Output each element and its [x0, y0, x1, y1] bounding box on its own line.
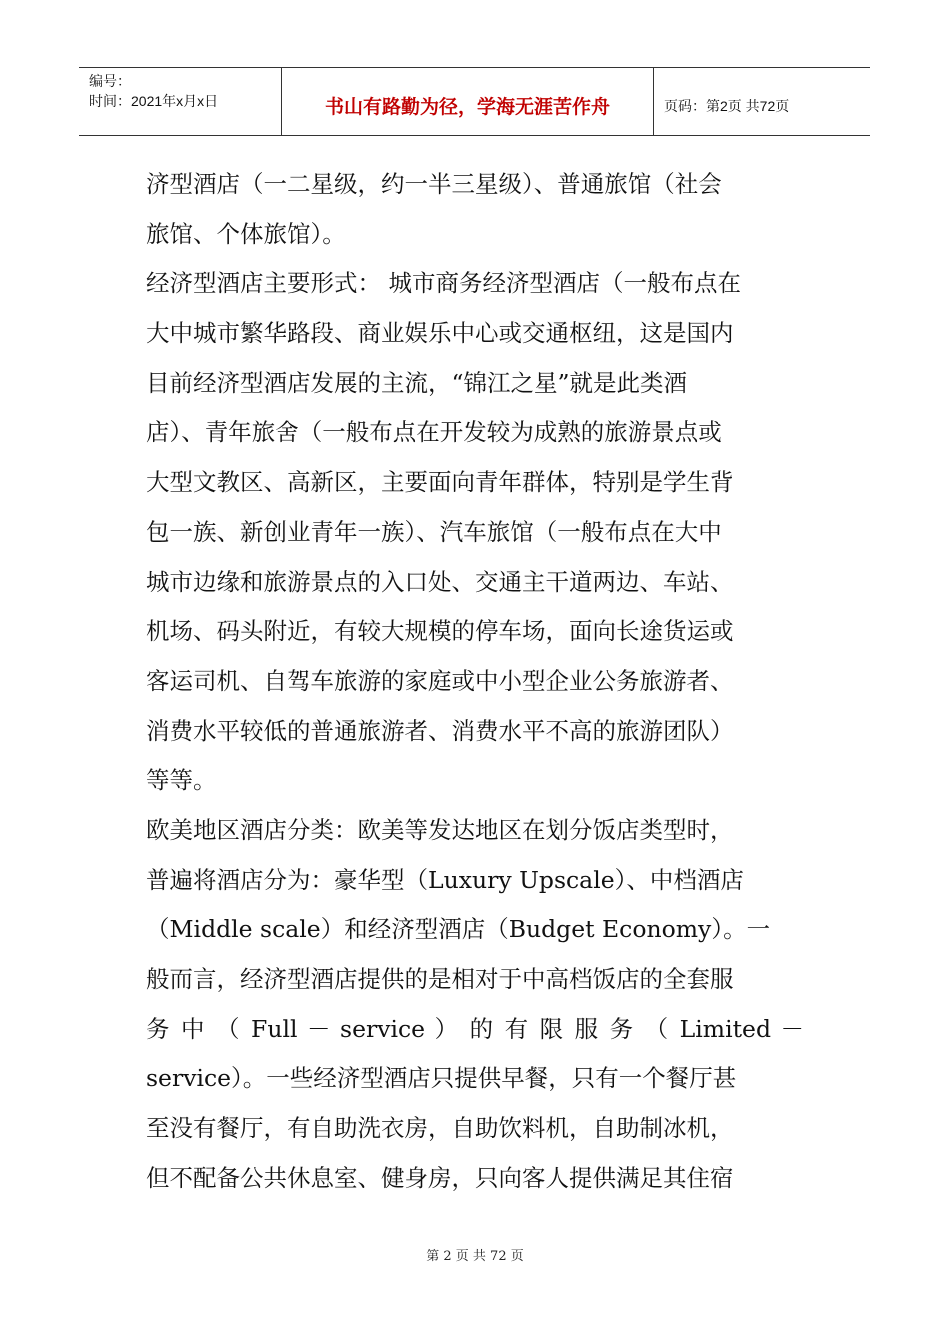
document-body: [146, 160, 804, 1203]
page-footer: 第 2 页 共 72 页: [426, 1249, 524, 1264]
body-line: 普遍将酒店分为：豪华型（Luxury Upscale）、中档酒店: [146, 865, 744, 894]
body-line: 目前经济型酒店发展的主流，“锦江之星”就是此类酒: [146, 368, 688, 397]
body-line: 包一族、新创业青年一族）、汽车旅馆（一般布点在大中: [146, 517, 722, 546]
body-line: 大中城市繁华路段、商业娱乐中心或交通枢纽，这是国内: [146, 319, 734, 348]
body-line: 般而言，经济型酒店提供的是相对于中高档饭店的全套服: [146, 965, 734, 993]
body-line: 至没有餐厅，有自助洗衣房，自助饮料机，自助制冰机，: [146, 1114, 734, 1143]
body-line: 大型文教区、高新区，主要面向青年群体，特别是学生背: [146, 468, 734, 497]
body-line: 等等。: [146, 766, 217, 795]
body-line: 机场、码头附近，有较大规模的停车场，面向长途货运或: [146, 617, 734, 646]
document-time-label: 时间：2021年x月x日: [89, 93, 219, 109]
body-line: 城市边缘和旅游景点的入口处、交通主干道两边、车站、: [146, 567, 734, 596]
body-line: 务 中 （ Full － service ） 的 有 限 服 务 （ Limited －: [146, 1014, 804, 1043]
body-line: service）。一些经济型酒店只提供早餐，只有一个餐厅甚: [146, 1064, 737, 1093]
body-line: 客运司机、自驾车旅游的家庭或中小型企业公务旅游者、: [146, 666, 734, 695]
page-header: [79, 67, 870, 136]
body-line: 济型酒店（一二星级，约一半三星级）、普通旅馆（社会: [146, 170, 722, 198]
document-number-label: 编号：: [89, 73, 131, 89]
header-meta: [79, 68, 281, 135]
body-line: 店）、青年旅舍（一般布点在开发较为成熟的旅游景点或: [146, 418, 722, 447]
body-line: 但不配备公共休息室、健身房，只向客人提供满足其住宿: [146, 1163, 734, 1192]
body-line: 欧美地区酒店分类：欧美等发达地区在划分饭店类型时，: [146, 815, 734, 844]
header-motto: 书山有路勤为径，学海无涯苦作舟: [281, 68, 654, 135]
header-page-info: 页码：第2页 共72页: [664, 97, 790, 114]
body-line: 经济型酒店主要形式： 城市商务经济型酒店（一般布点在: [146, 269, 741, 298]
body-line: （Middle scale）和经济型酒店（Budget Economy）。一: [146, 915, 771, 944]
body-line: 消费水平较低的普通旅游者、消费水平不高的旅游团队）: [146, 716, 734, 745]
body-line: 旅馆、个体旅馆）。: [146, 219, 346, 248]
